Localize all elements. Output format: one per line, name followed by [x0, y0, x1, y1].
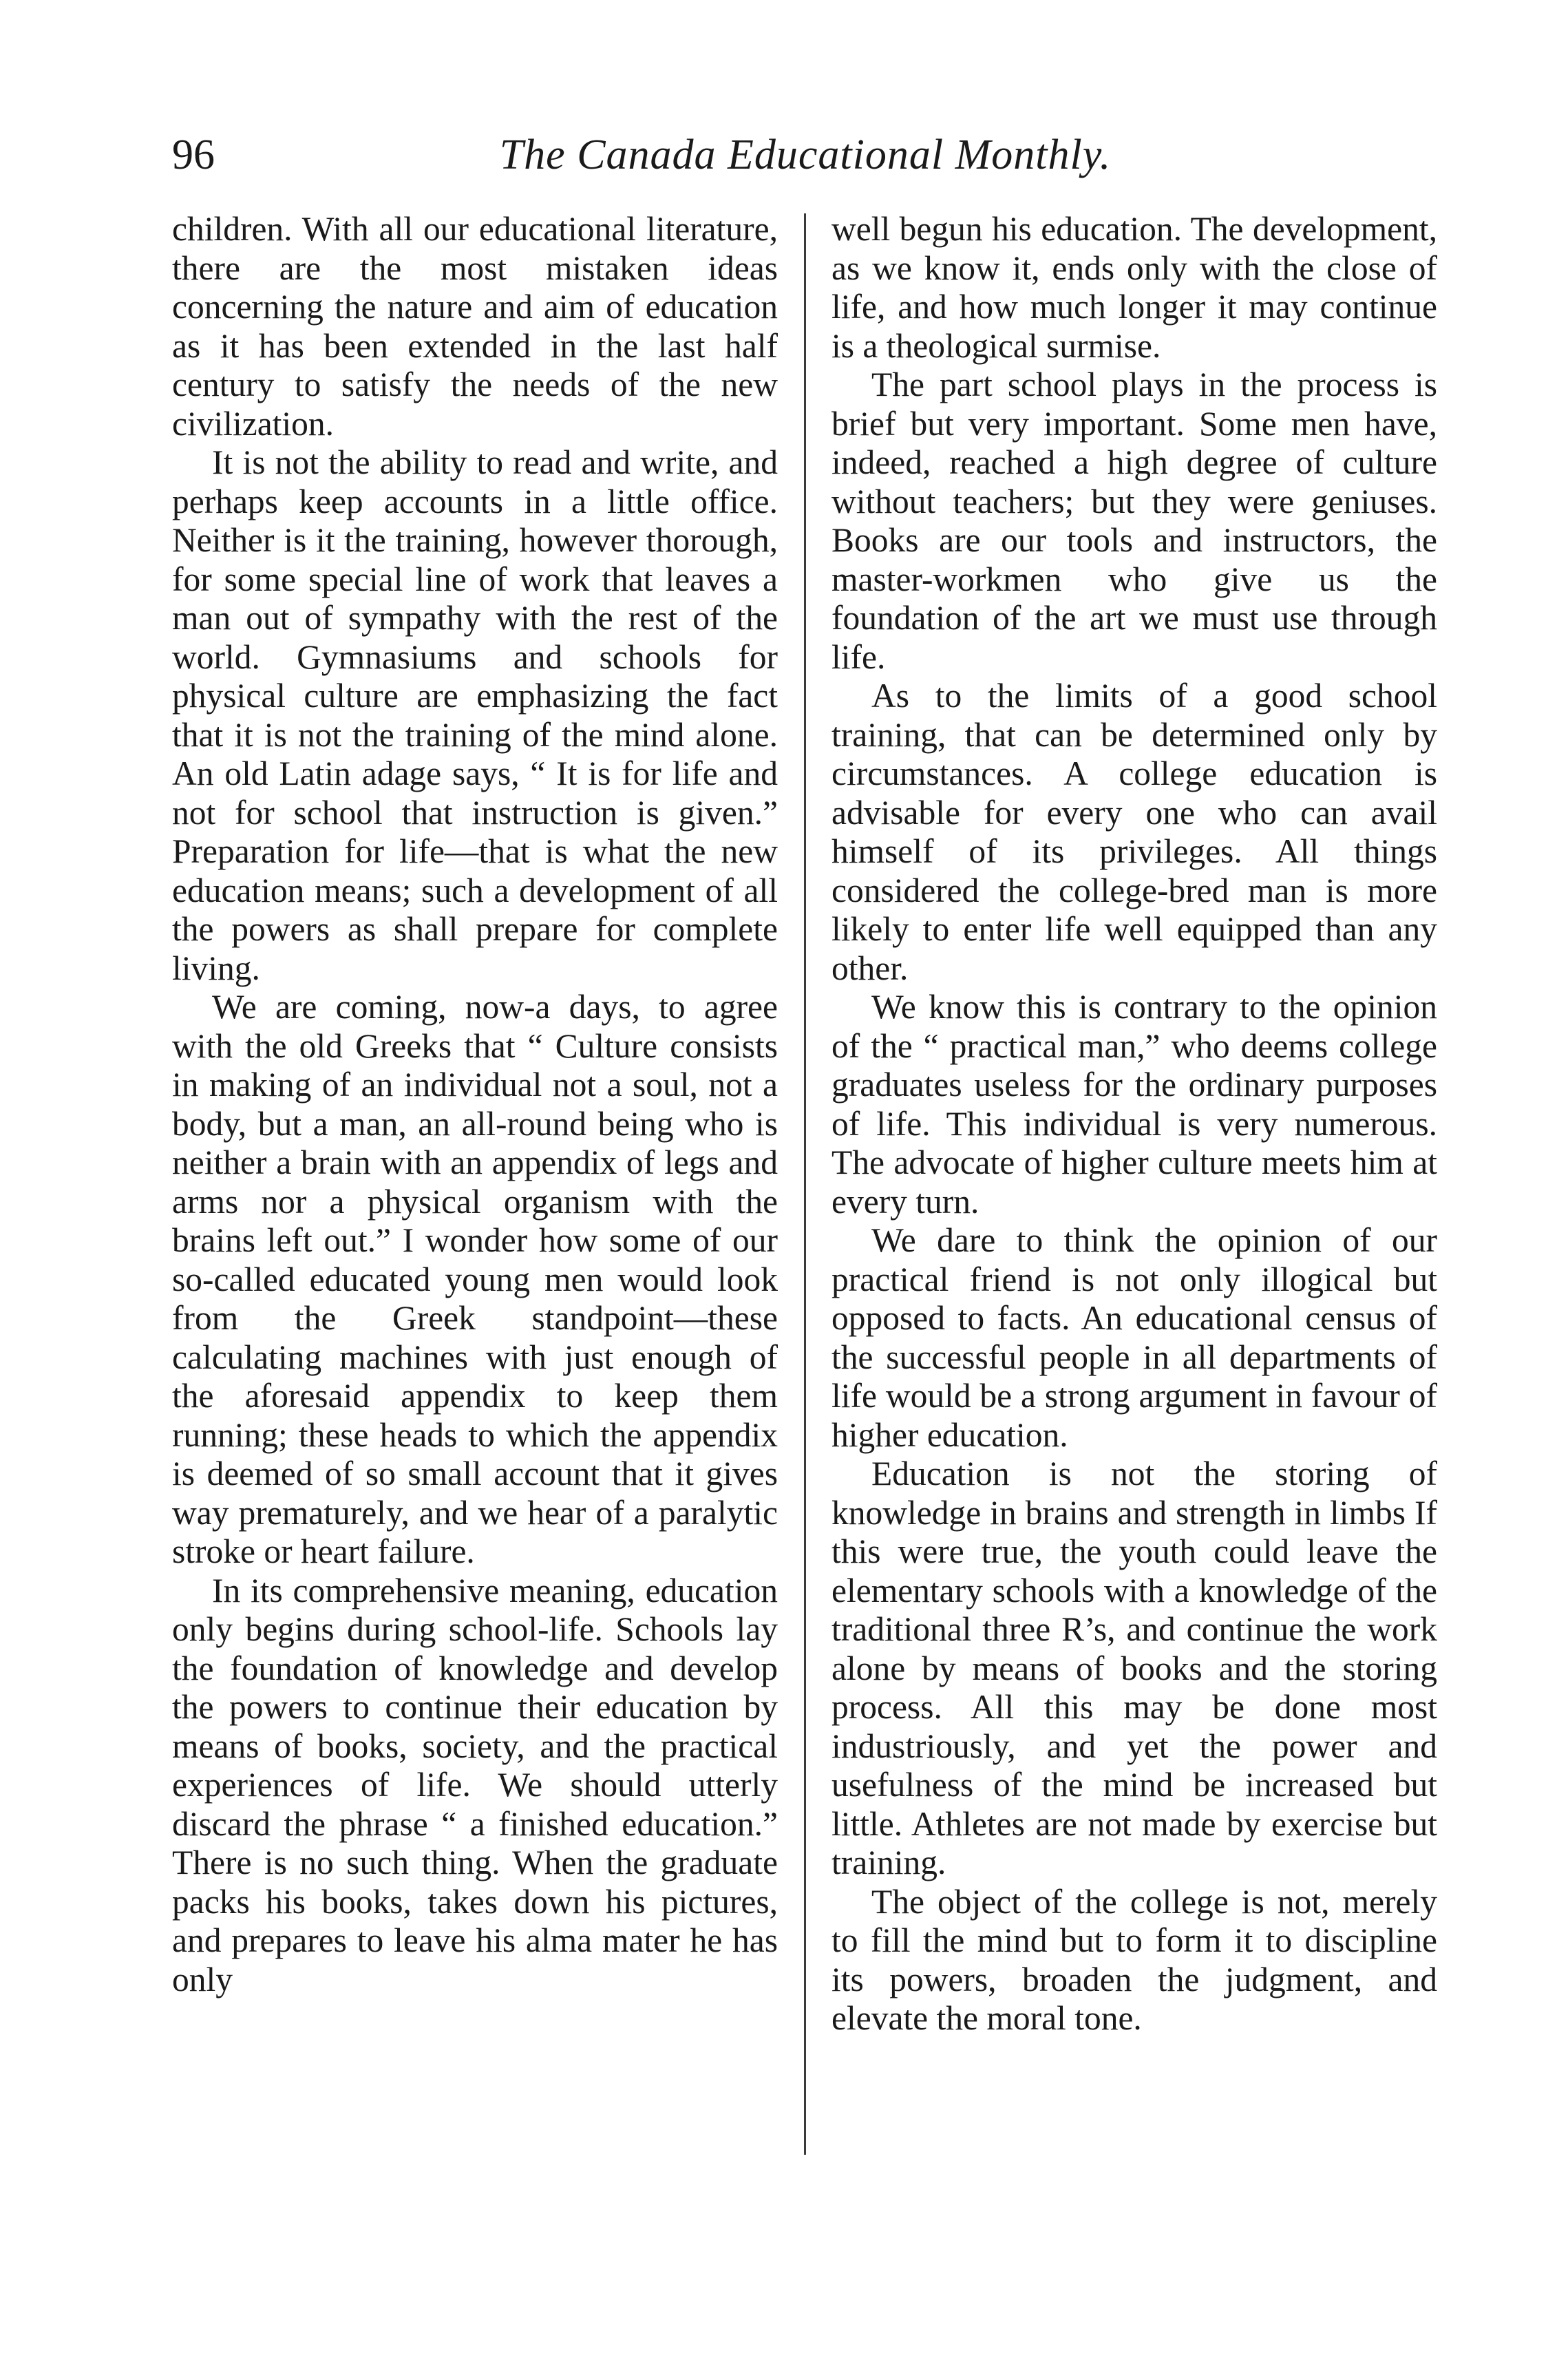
paragraph: As to the limits of a good school training, that can be determined only by circumstances. A college education is advisable for every one who can avail himself of its privileges. All things considered the college-bred man is more likely to enter life well equipped than any other. [831, 677, 1437, 987]
paragraph: It is not the ability to read and write, and perhaps keep accounts in a little office. Neither is it the training, however thorough, for some special line of work that leaves a man out of sympathy with the rest of the world. Gymnasiums and schools for physical culture are emphasizing the fact that it is not the training of the mind alone. An old Latin adage says, “ It is for life and not for school that instruction is given.” Preparation for life—that is what the new education means; such a development of all the powers as shall prepare for complete living. [172, 443, 778, 987]
paragraph: The object of the college is not, merely to fill the mind but to form it to discipline its powers, broaden the judgment, and elevate the moral tone. [831, 1882, 1437, 2037]
column-divider [804, 213, 806, 2155]
page-header [172, 124, 1439, 186]
paragraph: We know this is contrary to the opinion of the “ practical man,” who deems college graduates useless for the ordinary purposes of life. This individual is very numerous. The advocate of higher culture meets him at every turn. [831, 988, 1437, 1221]
left-column [172, 210, 778, 1999]
page-number: 96 [172, 131, 215, 178]
right-column [831, 210, 1437, 2038]
paragraph: In its comprehensive meaning, education only begins during school-life. Schools lay the foundation of knowledge and develop the powers to continue their education by means of books, society, and the practical experiences of life. We should utterly discard the phrase “ a finished education.” There is no such thing. When the graduate packs his books, takes down his pictures, and prepares to leave his alma mater he has only [172, 1571, 778, 1998]
paragraph: We dare to think the opinion of our practical friend is not only illogical but opposed to facts. An educational census of the successful people in all departments of life would be a strong argument in favour of higher education. [831, 1221, 1437, 1454]
running-title: The Canada Educational Monthly. [499, 131, 1112, 178]
paragraph: We are coming, now-a days, to agree with the old Greeks that “ Culture consists in making of an individual not a soul, not a body, but a man, an all-round being who is neither a brain with an appendix of legs and arms nor a physical organism with the brains left out.” I wonder how some of our so-called educated young men would look from the Greek standpoint—these calculating machines with just enough of the aforesaid appendix to keep them running; these heads to which the appendix is deemed of so small account that it gives way prematurely, and we hear of a paralytic stroke or heart failure. [172, 988, 778, 1570]
paragraph: children. With all our educational literature, there are the most mistaken ideas concerning the nature and aim of education as it has been extended in the last half century to satisfy the needs of the new civilization. [172, 210, 778, 443]
paragraph: Education is not the storing of knowledge in brains and strength in limbs If this were true, the youth could leave the elementary schools with a knowledge of the traditional three R’s, and continue the work alone by means of books and the storing process. All this may be done most industriously, and yet the power and usefulness of the mind be increased but little. Athletes are not made by exercise but training. [831, 1455, 1437, 1881]
paragraph: The part school plays in the process is brief but very important. Some men have, indeed, reached a high degree of culture without teachers; but they were geniuses. Books are our tools and instructors, the master-workmen who give us the foundation of the art we must use through life. [831, 366, 1437, 676]
paragraph: well begun his education. The development, as we know it, ends only with the close of life, and how much longer it may continue is a theological surmise. [831, 210, 1437, 365]
